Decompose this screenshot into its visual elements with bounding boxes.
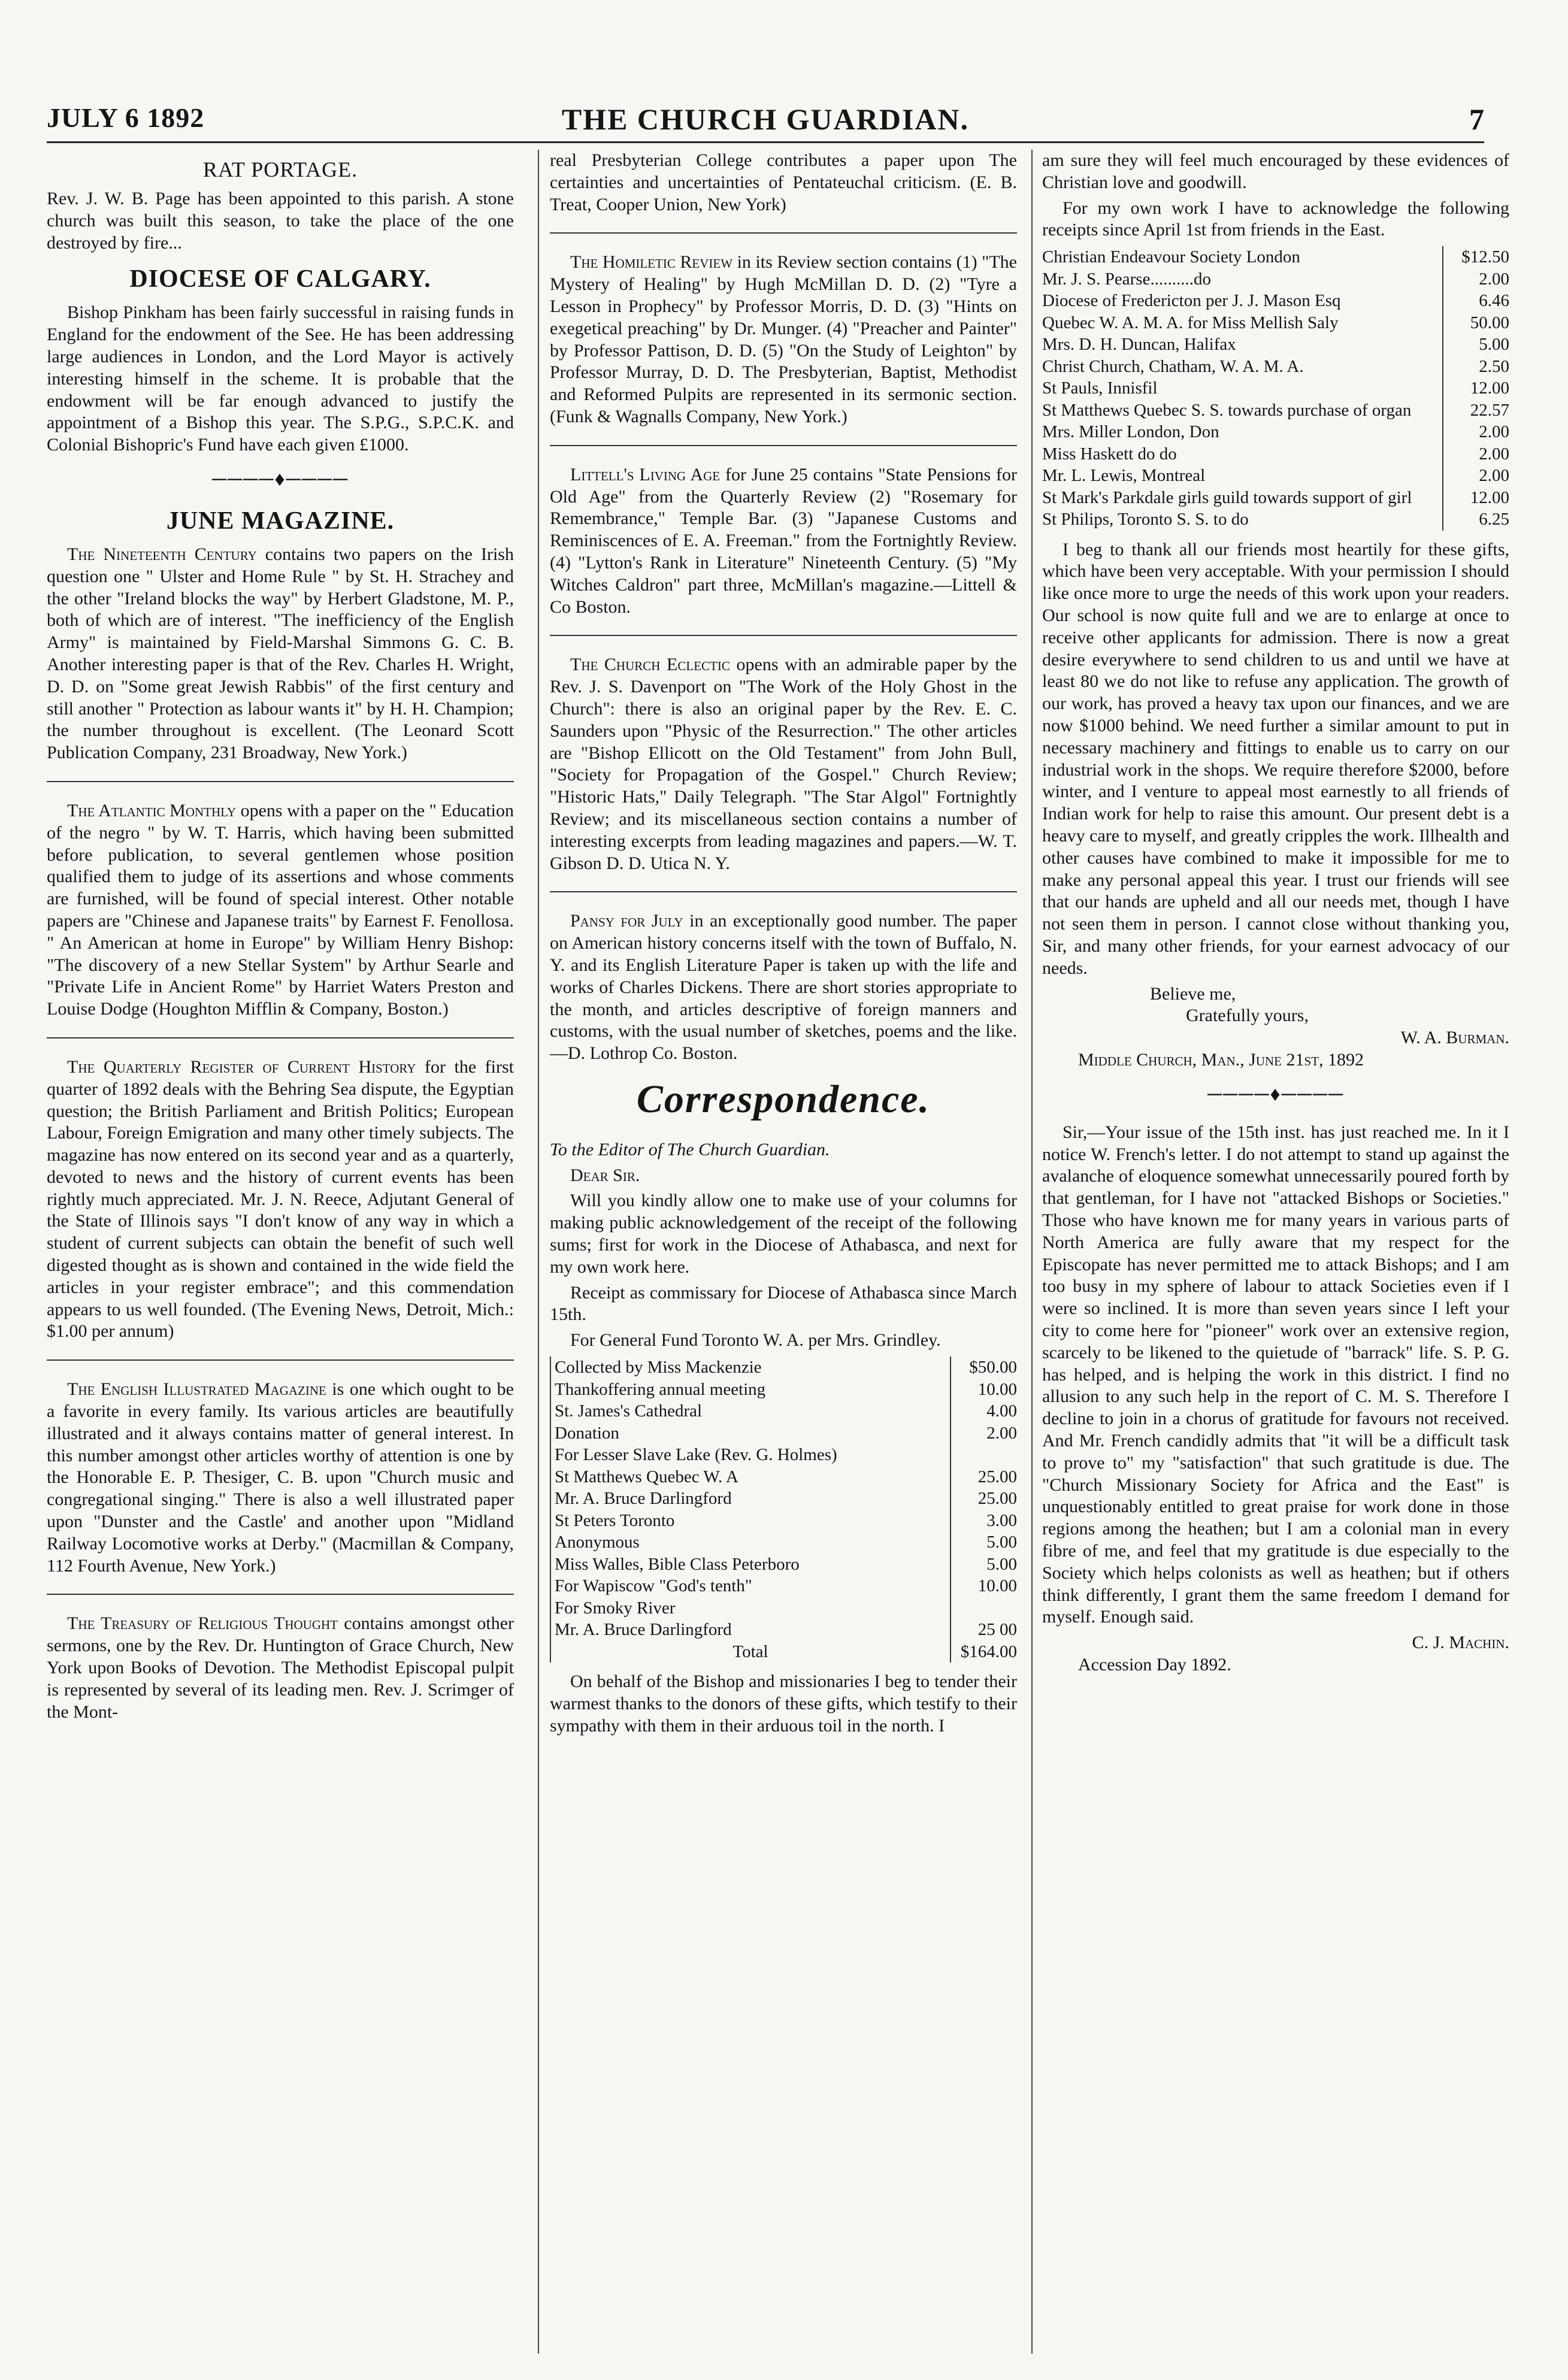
ledger-entry-name: St Matthews Quebec W. A <box>550 1466 951 1488</box>
ledger-row <box>1042 312 1509 334</box>
ledger-row <box>550 1400 1017 1422</box>
section-rule <box>550 232 1017 234</box>
notice-lead: The Church Eclectic <box>570 655 730 675</box>
notice-body: opens with a paper on the " Education of the negro " by W. T. Harris, which having been submitted before publication, to several gentlemen whose position qualified them to judge of its assertions and whose comments are furnished, will be found of special interest. Other notable papers are "Chinese and Japanese traits" by Earnest F. Fenollosa. " An American at home in Europe" by William Henry Bishop: "The discovery of a new Stellar System" by Arthur Searle and "Private Life in Ancient Rome" by Harriet Waters Preston and Louise Dodge (Houghton Mifflin & Company, Boston.) <box>47 800 514 1019</box>
ledger-entry-amount: 50.00 <box>1443 312 1509 334</box>
magazine-notice <box>550 910 1017 1065</box>
column-2 <box>550 150 1017 2366</box>
magazine-notice <box>550 252 1017 428</box>
notice-lead: The English Illustrated Magazine <box>67 1379 326 1400</box>
ledger-entry-amount: 5.00 <box>951 1554 1017 1576</box>
correspondence-heading: Correspondence. <box>636 1077 931 1121</box>
section-rule <box>47 781 514 782</box>
continued-text: real Presbyterian College contributes a paper upon The certainties and uncertainties of Pentateuchal criticism. (E. B. Treat, Cooper Union, New York) <box>550 150 1017 214</box>
ledger-entry-name: Mr. A. Bruce Darlingford <box>550 1619 951 1641</box>
letter-paragraph: I beg to thank all our friends most heartily for these gifts, which have been very acceptable. With your permission I should like once more to urge the needs of this work upon your readers. Our school is now quite full and we are to enlarge at once to receive other applicants for admission. There is now a great desire everywhere to send children to us and until we have at least 80 we do not like to refuse any application. The growth of our work, has proved a heavy tax upon our finances, and we are now $1000 behind. We need further a similar amount to put in necessary machinery and fittings to enable us to carry on our industrial work in the shops. We require therefore $2000, before winter, and I venture to appeal most earnestly to all friends of Indian work for help to raise this amount. Our present debt is a heavy care to myself, and greatly cripples the work. Illhealth and other causes have combined to make it impossible for me to make any personal appeal this year. I trust our friends will see that our hands are upheld and all our needs met, though I have not seen them in person. I cannot close without thanking you, Sir, and many other friends, for your earnest advocacy of our needs. <box>1042 539 1509 978</box>
magazine-notice <box>550 654 1017 874</box>
ledger-row <box>1042 421 1509 443</box>
ledger-row <box>1042 487 1509 509</box>
notice-lead: The Treasury of Religious Thought <box>67 1613 338 1634</box>
section-rule <box>47 1359 514 1361</box>
letter-paragraph: Sir,—Your issue of the 15th inst. has just reached me. In it I notice W. French's letter. I do not attempt to stand up against the avalanche of eloquence somewhat unnecessarily poured forth by that gentleman, for I have not "attacked Bishops or Societies." Those who have known me for many years in various parts of North America are fully aware that my respect for the Episcopate has never permitted me to attack Bishops; and I am too busy in my sphere of labour to attack Societies even if I were so inclined. It is more than seven years since I left your city to come here for "pioneer" work over an extensive region, scarcely to be likened to the quietude of "barrack" life. S. P. G. has helped, and is helping the work in this district. I find no allusion to any such help in the report of C. M. S. Therefore I decline to join in a chorus of gratitude for favours not received. And Mr. French candidly admits that "it will be a difficult task to prove to" my "satisfaction" that such gratitude is due. The "Church Missionary Society for Africa and the East" is unquestionably entitled to great praise for work done in those regions among the heathen; but I am a colonial man in every fibre of me, and feel that my gratitude is due especially to the Society which helps colonists as well as heathen; but if others think differently, I grant them the same freedom I demand for myself. Enough said. <box>1042 1122 1509 1627</box>
ledger-entry-amount: 2.00 <box>1443 443 1509 465</box>
rat-portage-text: Rev. J. W. B. Page has been appointed to this parish. A stone church was built this season, to take the place of the one destroyed by fire... <box>47 189 514 253</box>
letter-paragraph: Receipt as commissary for Diocese of Athabasca since March 15th. <box>550 1282 1017 1325</box>
ledger-row <box>550 1619 1017 1641</box>
notice-lead: Littell's Living Age <box>570 464 721 485</box>
letter-closing: On behalf of the Bishop and missionaries I beg to tender their warmest thanks to the donors of these gifts, which testify to their sympathy with them in their arduous toil in the north. I <box>550 1672 1017 1736</box>
ledger-entry-name: Mrs. D. H. Duncan, Halifax <box>1042 335 1236 355</box>
ledger-row <box>1042 334 1509 356</box>
accession-date: Accession Day 1892. <box>1078 1654 1231 1675</box>
notice-body: is one which ought to be a favorite in every family. Its various articles are beautifully illustrated and it always contains matter of general interest. In this number amongst other articles worthy of attention is one by the Honorable E. P. Thesiger, C. B. upon "Church music and congregational singing." There is also a well illustrated paper upon "Dunster and the Castle' and another upon "Midland Railway Locomotive works at Derby." (Macmillan & Company, 112 Fourth Avenue, New York.) <box>47 1379 514 1576</box>
ledger-entry-amount: 6.46 <box>1443 290 1509 312</box>
ledger-entry-name: Collected by Miss Mackenzie <box>550 1356 951 1379</box>
column-divider <box>538 150 539 2354</box>
ornamental-rule: ────♦──── <box>1207 1083 1345 1106</box>
ledger-entry-name: Christian Endeavour Society London <box>1042 247 1300 267</box>
ledger-total-amount: $164.00 <box>951 1641 1017 1663</box>
letter-paragraph: Will you kindly allow one to make use of your columns for making public acknowledgement of the receipt of the following sums; first for work in the Diocese of Athabasca, and next for my own work here. <box>550 1191 1017 1277</box>
masthead-rule <box>47 141 1484 143</box>
ledger-row <box>550 1356 1017 1379</box>
letter-paragraph: For my own work I have to acknowledge the following receipts since April 1st from friends in the East. <box>1042 198 1509 240</box>
receipts-table <box>550 1356 1017 1663</box>
ledger-row <box>550 1444 1017 1466</box>
signoff-line: Gratefully yours, <box>1186 1006 1309 1026</box>
ledger-entry-amount: 2.00 <box>951 1422 1017 1445</box>
ledger-entry-name: St Peters Toronto <box>550 1510 951 1532</box>
ledger-entry-name: St Matthews Quebec S. S. towards purchase of organ <box>1042 400 1412 420</box>
ledger-entry-name: St Pauls, Innisfil <box>1042 379 1158 398</box>
magazine-notice <box>47 1379 514 1577</box>
ledger-entry-name: Mr. J. S. Pearse..........do <box>1042 269 1211 289</box>
letter-paragraph: am sure they will feel much encouraged by these evidences of Christian love and goodwill. <box>1042 150 1509 192</box>
receipts-table <box>1042 246 1509 531</box>
notice-body: opens with an admirable paper by the Rev. J. S. Davenport on "The Work of the Holy Ghost in the Church": there is also an original paper by the Rev. E. C. Saunders upon "Physic of the Resurrection." The other articles are "Bishop Ellicott on the Old Testament" from John Bull, "Society for Propagation of the Gospel." Church Review; "Historic Hats," Daily Telegraph. "The Star Algol" Fortnightly Review; and its miscellaneous section contains a number of interesting excerpts from leading magazines and papers.—W. T. Gibson D. D. Utica N. Y. <box>550 655 1017 873</box>
magazine-notice <box>550 464 1017 619</box>
ledger-entry-name: St Mark's Parkdale girls guild towards support of girl <box>1042 487 1412 507</box>
column-divider <box>1031 150 1033 2354</box>
ledger-entry-name: For Wapiscow "God's tenth" <box>550 1575 951 1597</box>
ledger-total-label: Total <box>550 1641 951 1663</box>
ledger-entry-name: Diocese of Fredericton per J. J. Mason Esq <box>1042 291 1341 311</box>
ledger-row <box>550 1466 1017 1488</box>
ledger-row <box>1042 465 1509 487</box>
notice-body: contains two papers on the Irish question one " Ulster and Home Rule " by St. H. Strachey and the other "Ireland blocks the way" by Herbert Gladstone, M. P., both of which are of interest. "The inefficiency of the English Army" is maintained by Field-Marshal Simmons G. C. B. Another interesting paper is that of the Rev. Charles H. Wright, D. D. on "Some great Jewish Rabbis" of the first century and still another " Protection as labour wants it" by H. H. Champion; the number throughout is excellent. (The Leonard Scott Publication Company, 231 Broadway, New York.) <box>47 544 514 763</box>
ledger-entry-amount: 3.00 <box>951 1510 1017 1532</box>
signature: W. A. Burman. <box>1400 1028 1509 1048</box>
ledger-row <box>550 1575 1017 1597</box>
ledger-entry-amount: 2.00 <box>1443 421 1509 443</box>
ledger-entry-amount: 25.00 <box>951 1466 1017 1488</box>
ledger-entry-amount: 2.00 <box>1443 465 1509 487</box>
masthead <box>47 90 1484 138</box>
ledger-entry-amount: $50.00 <box>951 1356 1017 1379</box>
notice-lead: Pansy for July <box>570 911 683 931</box>
ledger-entry-amount: 5.00 <box>951 1531 1017 1554</box>
newspaper-title: THE CHURCH GUARDIAN. <box>561 102 970 136</box>
ledger-entry-amount: 22.57 <box>1443 399 1509 422</box>
column-1 <box>47 150 514 2366</box>
ledger-row <box>1042 356 1509 378</box>
notice-lead: The Atlantic Monthly <box>67 800 237 820</box>
column-3 <box>1042 150 1509 2366</box>
ledger-entry-amount: 10.00 <box>951 1379 1017 1401</box>
section-rule <box>47 1037 514 1038</box>
june-magazine-heading: JUNE MAGAZINE. <box>166 507 395 535</box>
ledger-row <box>550 1488 1017 1510</box>
notice-lead: The Homiletic Review <box>570 252 733 272</box>
ledger-row <box>550 1597 1017 1619</box>
ledger-row <box>1042 443 1509 465</box>
ledger-entry-amount: 10.00 <box>951 1575 1017 1597</box>
ledger-entry-name: Mr. L. Lewis, Montreal <box>1042 466 1206 486</box>
ledger-entry-name: For Smoky River <box>550 1597 951 1619</box>
notice-body: in its Review section contains (1) "The Mystery of Healing" by Hugh McMillan D. D. (2) "Tyre a Lesson in Prophecy" by Professor Morris, D. D. (3) "Hints on exegetical preaching" by Dr. Munger. (4) "Preacher and Painter" by Professor Pattison, D. D. (5) "On the Study of Leighton" by Professor Murray, D. D. The Presbyterian, Baptist, Methodist and Reformed Pulpits are represented in its sermonic section. (Funk & Wagnalls Company, New York.) <box>550 252 1017 426</box>
ledger-entry-amount: 2.00 <box>1443 268 1509 290</box>
ledger-total-row <box>550 1641 1017 1663</box>
ledger-entry-amount: 2.50 <box>1443 356 1509 378</box>
ledger-entry-name: For Lesser Slave Lake (Rev. G. Holmes) <box>550 1444 951 1466</box>
magazine-notice <box>47 544 514 764</box>
ledger-entry-amount: 12.00 <box>1443 377 1509 399</box>
signature: C. J. Machin. <box>1412 1633 1509 1653</box>
ledger-entry-name: Donation <box>550 1422 951 1445</box>
ledger-row <box>1042 399 1509 422</box>
ledger-entry-amount: 4.00 <box>951 1400 1017 1422</box>
ledger-entry-amount: 25.00 <box>951 1488 1017 1510</box>
ledger-row <box>550 1510 1017 1532</box>
ledger-entry-name: St Philips, Toronto S. S. to do <box>1042 510 1249 529</box>
ledger-row <box>550 1379 1017 1401</box>
ledger-entry-amount: 5.00 <box>1443 334 1509 356</box>
notice-body: in an exceptionally good number. The paper on American history concerns itself with the town of Buffalo, N. Y. and its English Literature Paper is taken up with the life and works of Charles Dickens. There are short stories appropriate to the month, and articles descriptive of foreign manners and customs, with the usual number of sketches, poems and the like.—D. Lothrop Co. Boston. <box>550 911 1017 1064</box>
section-rule <box>550 635 1017 636</box>
magazine-notice <box>47 1056 514 1343</box>
issue-date: JULY 6 1892 <box>47 102 205 133</box>
ledger-entry-name: St. James's Cathedral <box>550 1400 951 1422</box>
ledger-row <box>550 1422 1017 1445</box>
notice-body: for the first quarter of 1892 deals with the Behring Sea dispute, the Egyptian question; the British Parliament and British Politics; European Labour, Foreign Emigration and many other timely subjects. The magazine has now entered on its second year and as a quarterly, devoted to news and the history of current events has been rightly much appreciated. Mr. J. N. Reece, Adjutant General of the State of Illinois says "I don't know of any way in which a student of current subjects can obtain the benefit of such well digested thought as is shown and contained in the wide field the articles in your register embrace"; and this commendation appears to us well founded. (The Evening News, Detroit, Mich.: $1.00 per annum) <box>47 1056 514 1342</box>
ledger-entry-amount: 25 00 <box>951 1619 1017 1641</box>
ledger-entry-name: Mrs. Miller London, Don <box>1042 422 1219 442</box>
ledger-entry-name: Mr. A. Bruce Darlingford <box>550 1488 951 1510</box>
notice-body: for June 25 contains "State Pensions for Old Age" from the Quarterly Review (2) "Rosemary for Remembrance," Temple Bar. (3) "Japanese Customs and Reminiscences of E. A. Freeman." from the Fortnightly Review. (4) "Lytton's Rank in Literature" Nineteenth Century. (5) "My Witches Caldron" part three, McMillan's magazine.—Littell & Co Boston. <box>550 464 1017 617</box>
ledger-entry-amount: 6.25 <box>1443 508 1509 531</box>
section-rule <box>47 1594 514 1595</box>
ledger-row <box>550 1531 1017 1554</box>
ledger-entry-amount <box>951 1444 1017 1466</box>
magazine-notice <box>47 1613 514 1723</box>
ornamental-rule: ────♦──── <box>211 468 349 490</box>
letter-greeting: Dear Sir. <box>570 1165 640 1185</box>
ledger-entry-name: Miss Haskett do do <box>1042 444 1177 464</box>
ledger-entry-name: Thankoffering annual meeting <box>550 1379 951 1401</box>
diocese-heading: DIOCESE OF CALGARY. <box>129 265 431 293</box>
ledger-entry-name: Miss Walles, Bible Class Peterboro <box>550 1554 951 1576</box>
ledger-row <box>1042 508 1509 531</box>
ledger-entry-name: Christ Church, Chatham, W. A. M. A. <box>1042 356 1304 376</box>
ledger-row <box>1042 268 1509 290</box>
ledger-entry-amount <box>951 1597 1017 1619</box>
page-number: 7 <box>1469 102 1484 136</box>
notice-lead: The Nineteenth Century <box>67 544 257 564</box>
ledger-entry-name: Quebec W. A. M. A. for Miss Mellish Saly <box>1042 313 1339 332</box>
section-rule <box>550 445 1017 446</box>
place-date: Middle Church, Man., June 21st, 1892 <box>1078 1050 1364 1070</box>
notice-body: contains amongst other sermons, one by the Rev. Dr. Huntington of Grace Church, New York upon Books of Devotion. The Methodist Episcopal pulpit is represented by several of its leading men. Rev. J. Scrimger of the Mont- <box>47 1613 514 1722</box>
letter-salutation-line: To the Editor of The Church Guardian. <box>550 1139 830 1159</box>
ledger-row <box>1042 290 1509 312</box>
ledger-entry-amount: 12.00 <box>1443 487 1509 509</box>
ledger-entry-amount: $12.50 <box>1443 246 1509 268</box>
ledger-row <box>550 1554 1017 1576</box>
ledger-row <box>1042 377 1509 399</box>
diocese-text: Bishop Pinkham has been fairly successful in raising funds in England for the endowment of the See. He has been addressing large audiences in London, and the Lord Mayor is actively interesting himself in the scheme. It is probable that the endowment will be far enough advanced to justify the appointment of a Bishop this year. The S.P.G., S.P.C.K. and Colonial Bishopric's Fund have each given £1000. <box>47 302 514 455</box>
letter-paragraph: For General Fund Toronto W. A. per Mrs. Grindley. <box>570 1330 941 1351</box>
rat-portage-heading: RAT PORTAGE. <box>202 158 358 181</box>
ledger-entry-name: Anonymous <box>550 1531 951 1554</box>
signoff-line: Believe me, <box>1150 983 1236 1004</box>
notice-lead: The Quarterly Register of Current History <box>67 1056 416 1077</box>
section-rule <box>550 891 1017 892</box>
magazine-notice <box>47 800 514 1021</box>
ledger-row <box>1042 246 1509 268</box>
